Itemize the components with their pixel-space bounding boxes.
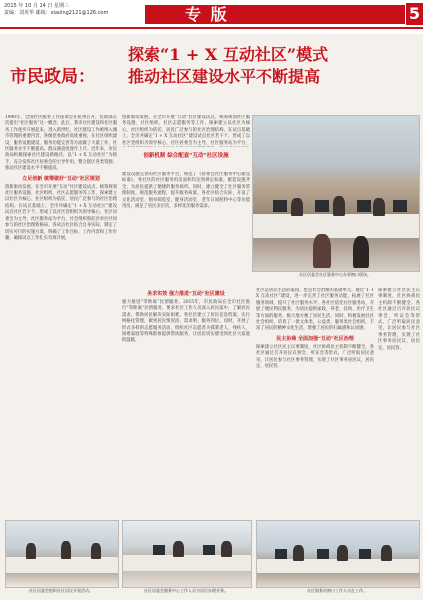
photo-person (173, 541, 184, 557)
column-2-continued: 创新驱动发展。在全市开展“互动”社区建设试点，统筹规划社区服务设施、社区组织、社区志愿服务等工作，探索建立以社区为核心、社区组织为依托、居民广泛参与的社区治理结构。在试点基础上，全市共确定“1 + X 互动社区”建设试点社区若干个，形成了以社区党组织为领导核心，社区居委会为主导，社区服务站为平台， (122, 115, 250, 146)
photo-person (61, 541, 71, 559)
column-5-text: 探索建立社区民主议事制度，社区协商民主机制不断健全。各社区通过召开居民议事会、听证会等形式，广泛听取居民意见，让居民参与社区事务管理，实现了社区事务居民议、居民定、居民管。 (378, 288, 420, 351)
section2-heading: 创新机制 综合配套“互动”社区设施 (143, 153, 229, 159)
column-2-top (122, 115, 250, 147)
header-rule (0, 27, 423, 29)
section5-paragraph: 探索建立社区民主议事制度，社区协商民主机制不断健全。各社区通过召开居民议事会、听证会等形式，广泛听取居民意见，让居民参与社区事务管理，实现了社区事务居民议、居民定、居民管。 (256, 344, 374, 370)
section5-heading: 民主协商 全面加强“互动”社区治理 (276, 335, 354, 342)
page-header (0, 0, 423, 34)
photo-person (373, 198, 385, 216)
photo-person (26, 543, 36, 559)
photo-person (293, 545, 304, 561)
column-4 (256, 288, 374, 532)
page-number: 5 (406, 3, 423, 25)
section-title: 专 版 (185, 5, 229, 24)
photo-monitor (315, 200, 329, 212)
article-headline (128, 44, 418, 88)
photo-person (337, 545, 348, 561)
photo-desk (253, 214, 419, 238)
intro-paragraph: 1990年，全国社区服务工作座谈会在杭州召开，民政部首次提出“社区服务”这一概念。此后，我市社区建设和社区服务工作逐步开展起来。进入新世纪，社区建设工作被纳入城市管理的重要内容，各级党委政府高度重视，在社区组织建设、服务设施建设、服务功能完善等方面做了大量工作，社区服务水平不断提高，群众满意度逐年上升。近年来，市民政局积极探索社区建设新路径，以“1 + X 互动社区”为抓手，充分发挥社区居委会的主导作用，整合辖区各类资源，推动社区建设水平不断提高。 (5, 115, 117, 172)
bottom-photo-1 (5, 520, 119, 588)
photo-monitor (393, 200, 407, 212)
photo-desk (257, 559, 419, 573)
photo-desk (6, 557, 118, 573)
article-kicker: 市民政局： (10, 67, 95, 87)
section3-paragraph: 强力推进“零距离”民情服务。2015年，市民政局在全市社区推行“零距离”民情服务，要求社区工作人员深入居民家中，了解居民需求，帮助居民解决实际困难。各社区建立了居民信息档案，实行网格化管理，做到居民情况清、需求明、服务到位。同时，开展了形式多样的志愿服务活动，组织社区志愿者为孤寡老人、残疾人、困难家庭等特殊群体提供帮扶服务，让居民切实感受到社区大家庭的温暖。 (122, 300, 250, 344)
photo-person (313, 234, 331, 268)
bottom-photo-3 (256, 520, 420, 588)
photo-person (91, 543, 101, 559)
issue-editor: 责编：刘英华 邮箱：xiaolng2121@126.com (4, 10, 109, 16)
photo-monitor (317, 549, 329, 559)
photo-person (333, 196, 345, 216)
section4-paragraph: 社区是居民生活的家园，也是社会治理的基础单元。通过“1 + X 互动社区”建设，进一步完善了社区服务功能，拓展了社区服务领域，提升了社区服务水平。各社区依托社区服务站，开展了便民利民服务，为居民提供家政、养老、托幼、医疗卫生等方面的服务，极大地方便了居民生活。同时，积极发展社区社会组织，培育了一批文体类、公益类、服务类社会组织，丰富了居民的精神文化生活，增强了居民的归属感和认同感。 (256, 288, 374, 332)
photo-monitor (153, 545, 165, 555)
headline-line-2: 推动社区建设水平不断提高 (128, 67, 321, 86)
bottom-photo-3-caption: 社区服务站窗口工作人员在工作。 (307, 588, 367, 593)
column-1 (5, 115, 117, 510)
section-band (145, 5, 405, 24)
section3-heading: 务求实效 强力推进“互动”社区建设 (147, 291, 225, 297)
photo-monitor (273, 200, 287, 212)
bottom-photo-1-caption: 社区居委会组织社区居民开展活动。 (29, 588, 93, 593)
section1-heading: 立足创新 统筹做好“互动”社区规划 (22, 175, 100, 182)
section2-paragraph: 建设设施完善的社区服务平台，规范了《居委会社区服务中心建设标准》，各社区的社区服务用房面积均达到规定标准，配套设施齐全，为居民提供了便捷的服务场所。同时，建立健全了社区服务管理制度，规范服务流程，提升服务质量。各社区结合实际，开设了文化活动室、图书阅览室、健身活动室、老年日间照料中心等功能用房，满足了居民多层次、多样化的服务需求。 (122, 172, 250, 210)
bottom-photo-2 (122, 520, 252, 588)
column-3 (122, 288, 250, 532)
column-2-mid (122, 172, 250, 284)
bottom-photo-2-caption: 社区居委会服务中心工作人员为居民办理业务。 (144, 588, 228, 593)
photo-monitor (359, 549, 371, 559)
photo-person (221, 541, 232, 557)
column-5 (378, 288, 420, 532)
main-photo-caption: 社区居委会社区服务中心办事窗口现场。 (299, 272, 371, 277)
main-photo (252, 115, 420, 272)
photo-desk (123, 555, 251, 571)
issue-meta (4, 3, 108, 17)
headline-line-1: 探索“1 + X 互动社区”模式 (128, 45, 329, 64)
photo-person (291, 198, 303, 216)
section1-paragraph: 创新驱动发展。在全市开展“互动”社区建设试点，统筹规划社区服务设施、社区组织、社区志愿服务等工作，探索建立以社区为核心、社区组织为依托、居民广泛参与的社区治理结构。在试点基础上，全市共确定“1 + X 互动社区”建设试点社区若干个，形成了以社区党组织为领导核心，社区居委会为主导，社区服务站为平台，社会组织和驻区单位共同参与的社区治理新格局。各试点社区结合自身实际，制定了切实可行的实施方案，明确了工作目标、工作内容和工作步骤，确保试点工作扎实有效开展。 (5, 184, 117, 241)
photo-person (353, 236, 369, 268)
section2-heading-block (122, 152, 250, 160)
photo-monitor (203, 545, 215, 555)
photo-monitor (275, 549, 287, 559)
issue-date: 2015 年 10 月 14 日 星期三 (4, 3, 69, 9)
photo-monitor (357, 200, 371, 212)
photo-person (381, 545, 392, 561)
